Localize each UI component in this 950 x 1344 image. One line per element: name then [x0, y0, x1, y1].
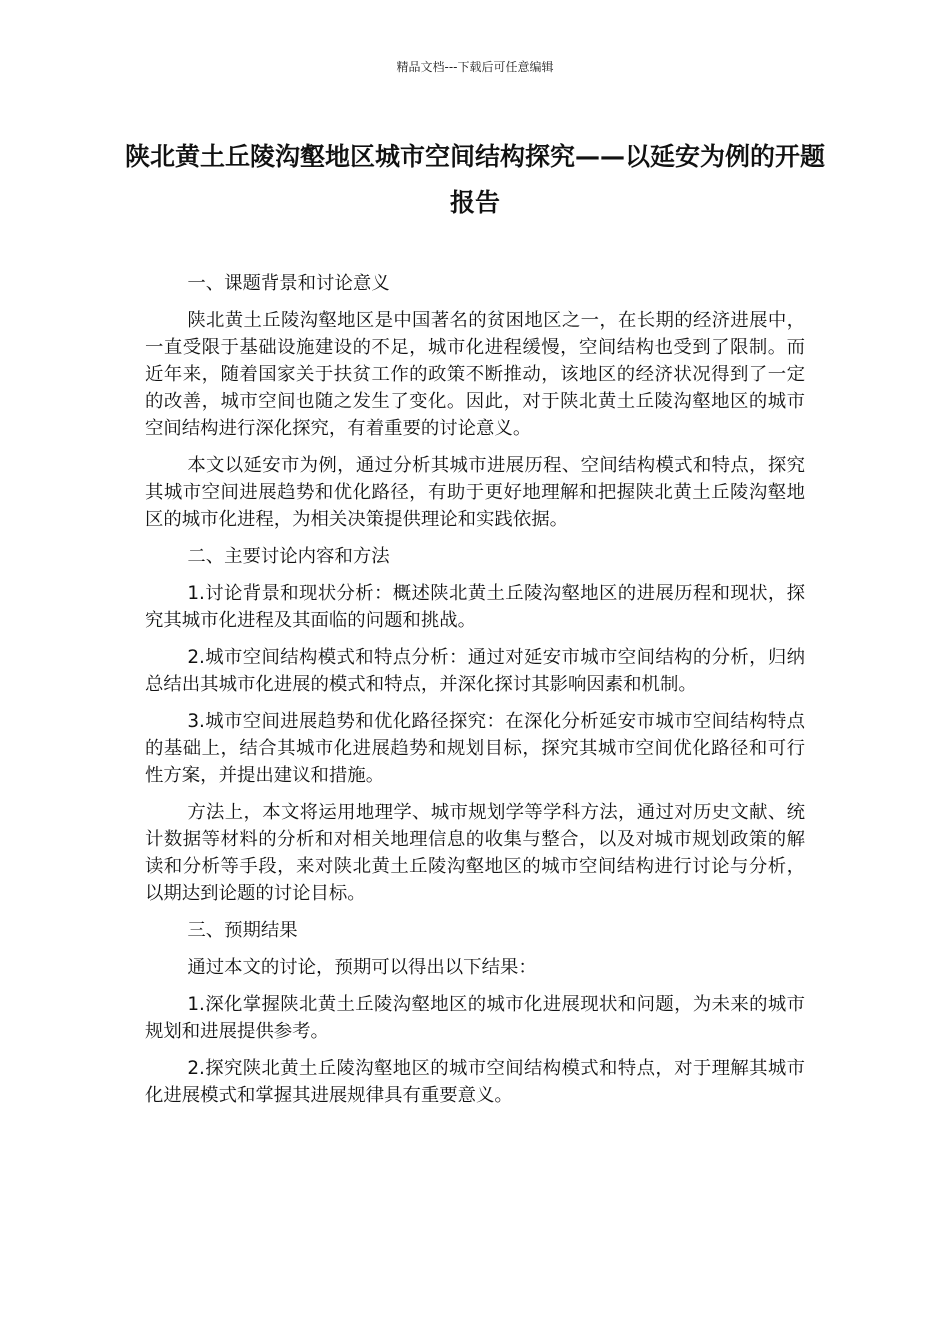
paragraph: 1.深化掌握陕北黄土丘陵沟壑地区的城市化进展现状和问题，为未来的城市规划和进展提供参考。	[145, 994, 805, 1042]
document-title: 陕北黄土丘陵沟壑地区城市空间结构探究——以延安为例的开题报告	[124, 142, 825, 217]
section-heading-1: 一、课题背景和讨论意义	[187, 273, 390, 294]
section-heading-2: 二、主要讨论内容和方法	[187, 546, 390, 567]
paragraph: 本文以延安市为例，通过分析其城市进展历程、空间结构模式和特点，探究其城市空间进展趋势和优化路径，有助于更好地理解和把握陕北黄土丘陵沟壑地区的城市化进程，为相关决策提供理论和实践依据。	[145, 455, 805, 530]
paragraph: 2.城市空间结构模式和特点分析：通过对延安市城市空间结构的分析，归纳总结出其城市化进展的模式和特点，并深化探讨其影响因素和机制。	[145, 647, 805, 695]
section-heading-3: 三、预期结果	[187, 920, 298, 941]
paragraph: 方法上，本文将运用地理学、城市规划学等学科方法，通过对历史文献、统计数据等材料的分析和对相关地理信息的收集与整合，以及对城市规划政策的解读和分析等手段，来对陕北黄土丘陵沟壑地区的城市空间结构进行讨论与分析，以期达到论题的讨论目标。	[145, 802, 805, 904]
paragraph: 2.探究陕北黄土丘陵沟壑地区的城市空间结构模式和特点，对于理解其城市化进展模式和掌握其进展规律具有重要意义。	[145, 1058, 805, 1106]
page-header: 精品文档---下载后可任意编辑	[396, 60, 554, 74]
paragraph: 通过本文的讨论，预期可以得出以下结果：	[187, 957, 537, 978]
paragraph: 3.城市空间进展趋势和优化路径探究：在深化分析延安市城市空间结构特点的基础上，结合其城市化进展趋势和规划目标，探究其城市空间优化路径和可行性方案，并提出建议和措施。	[145, 711, 805, 786]
document-body	[145, 270, 805, 1119]
paragraph: 1.讨论背景和现状分析：概述陕北黄土丘陵沟壑地区的进展历程和现状，探究其城市化进程及其面临的问题和挑战。	[145, 583, 805, 631]
paragraph: 陕北黄土丘陵沟壑地区是中国著名的贫困地区之一，在长期的经济进展中，一直受限于基础设施建设的不足，城市化进程缓慢，空间结构也受到了限制。而近年来，随着国家关于扶贫工作的政策不断推动，该地区的经济状况得到了一定的改善，城市空间也随之发生了变化。因此，对于陕北黄土丘陵沟壑地区的城市空间结构进行深化探究，有着重要的讨论意义。	[145, 310, 805, 439]
